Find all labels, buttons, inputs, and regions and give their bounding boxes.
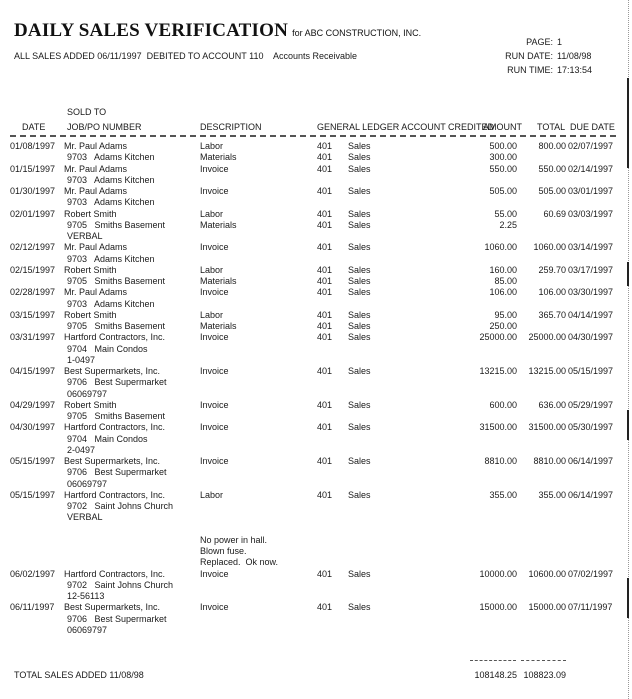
run-date: 11/08/98	[557, 51, 592, 61]
header-gl: GENERAL LEDGER ACCOUNT CREDITED	[317, 122, 495, 132]
run-date-label: RUN DATE:	[505, 51, 553, 61]
gl-account-name: Sales	[348, 422, 371, 433]
entry-date: 03/31/1997	[10, 332, 56, 343]
sold-to: Hartford Contractors, Inc.	[64, 568, 166, 579]
job-po-number: 9703 Adams Kitchen	[67, 253, 155, 264]
item-amount: 355.00	[489, 489, 517, 500]
item-description: Materials	[200, 152, 237, 163]
item-amount: 250.00	[489, 321, 517, 331]
gl-account-number: 401	[317, 264, 333, 275]
entry-due-date: 05/30/1997	[568, 422, 614, 433]
item-description: Invoice	[200, 399, 229, 410]
entry-date: 06/11/1997	[10, 602, 55, 613]
entry-due-date: 03/30/1997	[568, 287, 614, 298]
item-description: Labor	[200, 489, 224, 500]
sold-to: Mr. Paul Adams	[64, 163, 128, 174]
entry-total: 25000.00	[528, 332, 566, 343]
entry-date: 01/15/1997	[10, 163, 56, 174]
entry-total: 10600.00	[528, 568, 566, 579]
gl-account-number: 401	[317, 163, 333, 174]
header-total: TOTAL	[537, 122, 566, 132]
entry-date: 02/12/1997	[10, 242, 56, 253]
job-po-number: 9703 Adams Kitchen	[67, 298, 155, 309]
job-po-number: 9703 Adams Kitchen	[67, 152, 155, 163]
entry-due-date: 07/02/1997	[568, 568, 614, 579]
item-description: Invoice	[200, 456, 229, 466]
entry-date: 05/15/1997	[10, 456, 56, 466]
item-amount: 8810.00	[484, 456, 517, 466]
item-description: Materials	[200, 321, 237, 331]
job-po-number: 9703 Adams Kitchen	[67, 197, 155, 208]
job-po-number: 9702 Saint Johns Church	[67, 501, 174, 511]
item-description: Invoice	[200, 568, 229, 579]
gl-account-name: Sales	[348, 399, 371, 410]
job-po-number: 1-0497	[67, 354, 96, 365]
title-text: DAILY SALES VERIFICATION	[14, 20, 289, 41]
gl-account-number: 401	[317, 399, 333, 410]
gl-account-name: Sales	[348, 276, 371, 286]
entry-due-date: 05/29/1997	[568, 399, 614, 410]
gl-account-number: 401	[317, 321, 333, 331]
item-description: Materials	[200, 219, 237, 230]
sold-to: Mr. Paul Adams	[64, 287, 128, 298]
entry-total: 636.00	[538, 399, 566, 410]
header-divider	[10, 135, 616, 137]
item-amount: 85.00	[494, 276, 517, 286]
entry-date: 01/08/1997	[10, 141, 56, 151]
entry-due-date: 02/07/1997	[568, 141, 614, 151]
entry-note: Blown fuse.	[200, 546, 247, 556]
gl-account-name: Sales	[348, 309, 371, 320]
entry-due-date: 06/14/1997	[568, 456, 614, 466]
entry-due-date: 03/01/1997	[568, 186, 614, 196]
gl-account-number: 401	[317, 287, 333, 298]
header-sold-to: SOLD TO	[67, 107, 107, 117]
gl-account-number: 401	[317, 152, 333, 163]
report-title	[14, 20, 421, 42]
entry-date: 01/30/1997	[10, 186, 56, 196]
job-po-number: 9705 Smiths Basement	[67, 411, 166, 421]
job-po-number: 9706 Best Supermarket	[67, 467, 167, 478]
item-amount: 25000.00	[479, 332, 517, 343]
total-sales-label: TOTAL SALES ADDED 11/08/98	[14, 670, 144, 680]
entry-total: 106.00	[538, 287, 566, 298]
gl-account-name: Sales	[348, 186, 371, 196]
gl-account-name: Sales	[348, 321, 371, 331]
gl-account-name: Sales	[348, 152, 371, 163]
item-amount: 160.00	[489, 264, 517, 275]
job-po-number: 06069797	[67, 388, 108, 399]
sold-to: Best Supermarkets, Inc.	[64, 602, 161, 613]
gl-account-number: 401	[317, 242, 333, 253]
gl-account-name: Sales	[348, 332, 371, 343]
gl-account-name: Sales	[348, 287, 371, 298]
item-amount: 1060.00	[484, 242, 517, 253]
scan-mark	[627, 262, 629, 286]
job-po-number: 9705 Smiths Basement	[67, 321, 166, 331]
job-po-number: 2-0497	[67, 444, 96, 455]
entry-date: 03/15/1997	[10, 309, 56, 320]
gl-account-name: Sales	[348, 264, 371, 275]
page-number: 1	[557, 37, 563, 47]
item-description: Invoice	[200, 287, 229, 298]
entry-due-date: 03/14/1997	[568, 242, 614, 253]
run-time: 17:13:54	[557, 65, 593, 75]
gl-account-number: 401	[317, 489, 333, 500]
amount-total-divider	[470, 660, 516, 661]
entry-due-date: 06/14/1997	[568, 489, 614, 500]
gl-account-number: 401	[317, 219, 333, 230]
job-po-number: 9706 Best Supermarket	[67, 613, 167, 624]
item-amount: 505.00	[489, 186, 517, 196]
gl-account-number: 401	[317, 208, 333, 219]
entry-note: Replaced. Ok now.	[200, 557, 279, 568]
scan-mark	[627, 78, 629, 168]
item-amount: 55.00	[494, 208, 517, 219]
item-amount: 13215.00	[479, 366, 517, 376]
sold-to: Mr. Paul Adams	[64, 242, 128, 253]
header-amount: AMOUNT	[483, 122, 522, 132]
entry-due-date: 03/17/1997	[568, 264, 614, 275]
job-po-number: VERBAL	[67, 231, 103, 241]
entry-total: 13215.00	[528, 366, 566, 376]
item-description: Materials	[200, 276, 237, 286]
job-po-number: 06069797	[67, 624, 108, 635]
job-po-number: 9705 Smiths Basement	[67, 276, 166, 286]
header-date: DATE	[22, 122, 46, 132]
entry-due-date: 03/03/1997	[568, 208, 614, 219]
gl-account-name: Sales	[348, 568, 371, 579]
item-amount: 31500.00	[479, 422, 517, 433]
sold-to: Hartford Contractors, Inc.	[64, 422, 166, 433]
gl-account-name: Sales	[348, 163, 371, 174]
item-description: Invoice	[200, 422, 229, 433]
gl-account-name: Sales	[348, 602, 371, 613]
job-po-number: VERBAL	[67, 512, 103, 523]
item-amount: 10000.00	[479, 568, 517, 579]
report-subheader: ALL SALES ADDED 06/11/1997 DEBITED TO ACCOUNT 110 Accounts Receivable	[14, 51, 358, 61]
item-amount: 2.25	[499, 219, 517, 230]
page-label: PAGE:	[526, 37, 553, 47]
entry-total: 60.69	[543, 208, 566, 219]
gl-account-number: 401	[317, 568, 333, 579]
gl-account-name: Sales	[348, 456, 371, 466]
item-description: Labor	[200, 141, 224, 151]
item-description: Invoice	[200, 186, 229, 196]
job-po-number: 9704 Main Condos	[67, 433, 148, 444]
entry-total: 355.00	[538, 489, 566, 500]
item-amount: 500.00	[489, 141, 517, 151]
job-po-number: 9704 Main Condos	[67, 343, 148, 354]
job-po-number: 9703 Adams Kitchen	[67, 174, 155, 185]
gl-account-number: 401	[317, 276, 333, 286]
item-description: Invoice	[200, 366, 229, 376]
scan-mark	[627, 578, 629, 618]
header-due-date: DUE DATE	[570, 122, 615, 132]
entry-total: 8810.00	[533, 456, 566, 466]
sold-to: Robert Smith	[64, 264, 117, 275]
scan-mark	[627, 410, 629, 440]
job-po-number: 06069797	[67, 478, 108, 489]
company-name: for ABC CONSTRUCTION, INC.	[292, 28, 422, 38]
gl-account-name: Sales	[348, 208, 371, 219]
sold-to: Robert Smith	[64, 309, 117, 320]
item-description: Labor	[200, 208, 224, 219]
item-amount: 300.00	[489, 152, 517, 163]
gl-account-number: 401	[317, 186, 333, 196]
job-po-number: 9706 Best Supermarket	[67, 377, 167, 388]
sold-to: Robert Smith	[64, 399, 117, 410]
amount-total: 108148.25	[474, 670, 517, 680]
gl-account-number: 401	[317, 309, 333, 320]
sold-to: Mr. Paul Adams	[64, 141, 128, 151]
entry-due-date: 04/14/1997	[568, 309, 614, 320]
gl-account-number: 401	[317, 141, 333, 151]
grand-total-divider	[521, 660, 566, 661]
job-po-number: 12-56113	[67, 591, 105, 601]
item-description: Invoice	[200, 163, 229, 174]
header-job: JOB/PO NUMBER	[67, 122, 142, 132]
gl-account-number: 401	[317, 366, 333, 376]
item-description: Invoice	[200, 332, 229, 343]
entry-date: 02/15/1997	[10, 264, 56, 275]
gl-account-name: Sales	[348, 141, 371, 151]
entry-total: 800.00	[538, 141, 566, 151]
gl-account-name: Sales	[348, 242, 371, 253]
sold-to: Hartford Contractors, Inc.	[64, 489, 166, 500]
entry-due-date: 04/30/1997	[568, 332, 614, 343]
entry-due-date: 05/15/1997	[568, 366, 614, 376]
sold-to: Best Supermarkets, Inc.	[64, 456, 161, 466]
entry-due-date: 02/14/1997	[568, 163, 614, 174]
item-description: Invoice	[200, 602, 229, 613]
item-amount: 600.00	[489, 399, 517, 410]
entry-total: 31500.00	[528, 422, 566, 433]
entry-date: 06/02/1997	[10, 568, 56, 579]
sold-to: Robert Smith	[64, 208, 117, 219]
gl-account-number: 401	[317, 332, 333, 343]
gl-account-name: Sales	[348, 366, 371, 376]
gl-account-number: 401	[317, 602, 333, 613]
run-time-label: RUN TIME:	[507, 65, 553, 75]
entry-note: No power in hall.	[200, 534, 268, 545]
entry-due-date: 07/11/1997	[568, 602, 613, 613]
item-amount: 15000.00	[479, 602, 517, 613]
entry-date: 05/15/1997	[10, 489, 56, 500]
entry-date: 04/30/1997	[10, 422, 56, 433]
entry-date: 02/28/1997	[10, 287, 56, 298]
entry-total: 550.00	[538, 163, 566, 174]
item-description: Labor	[200, 309, 224, 320]
gl-account-number: 401	[317, 456, 333, 466]
entry-total: 365.70	[538, 309, 566, 320]
item-amount: 106.00	[489, 287, 517, 298]
entry-total: 505.00	[538, 186, 566, 196]
entry-total: 1060.00	[533, 242, 566, 253]
entry-date: 04/15/1997	[10, 366, 56, 376]
entry-total: 259.70	[538, 264, 566, 275]
job-po-number: 9702 Saint Johns Church	[67, 579, 174, 590]
gl-account-name: Sales	[348, 219, 371, 230]
item-amount: 95.00	[494, 309, 517, 320]
entry-total: 15000.00	[528, 602, 566, 613]
header-description: DESCRIPTION	[200, 122, 262, 132]
item-amount: 550.00	[489, 163, 517, 174]
job-po-number: 9705 Smiths Basement	[67, 219, 166, 230]
entry-date: 04/29/1997	[10, 399, 56, 410]
gl-account-name: Sales	[348, 489, 371, 500]
gl-account-number: 401	[317, 422, 333, 433]
sold-to: Mr. Paul Adams	[64, 186, 128, 196]
sold-to: Hartford Contractors, Inc.	[64, 332, 166, 343]
grand-total: 108823.09	[523, 670, 566, 680]
sold-to: Best Supermarkets, Inc.	[64, 366, 161, 376]
entry-date: 02/01/1997	[10, 208, 56, 219]
item-description: Labor	[200, 264, 224, 275]
item-description: Invoice	[200, 242, 229, 253]
